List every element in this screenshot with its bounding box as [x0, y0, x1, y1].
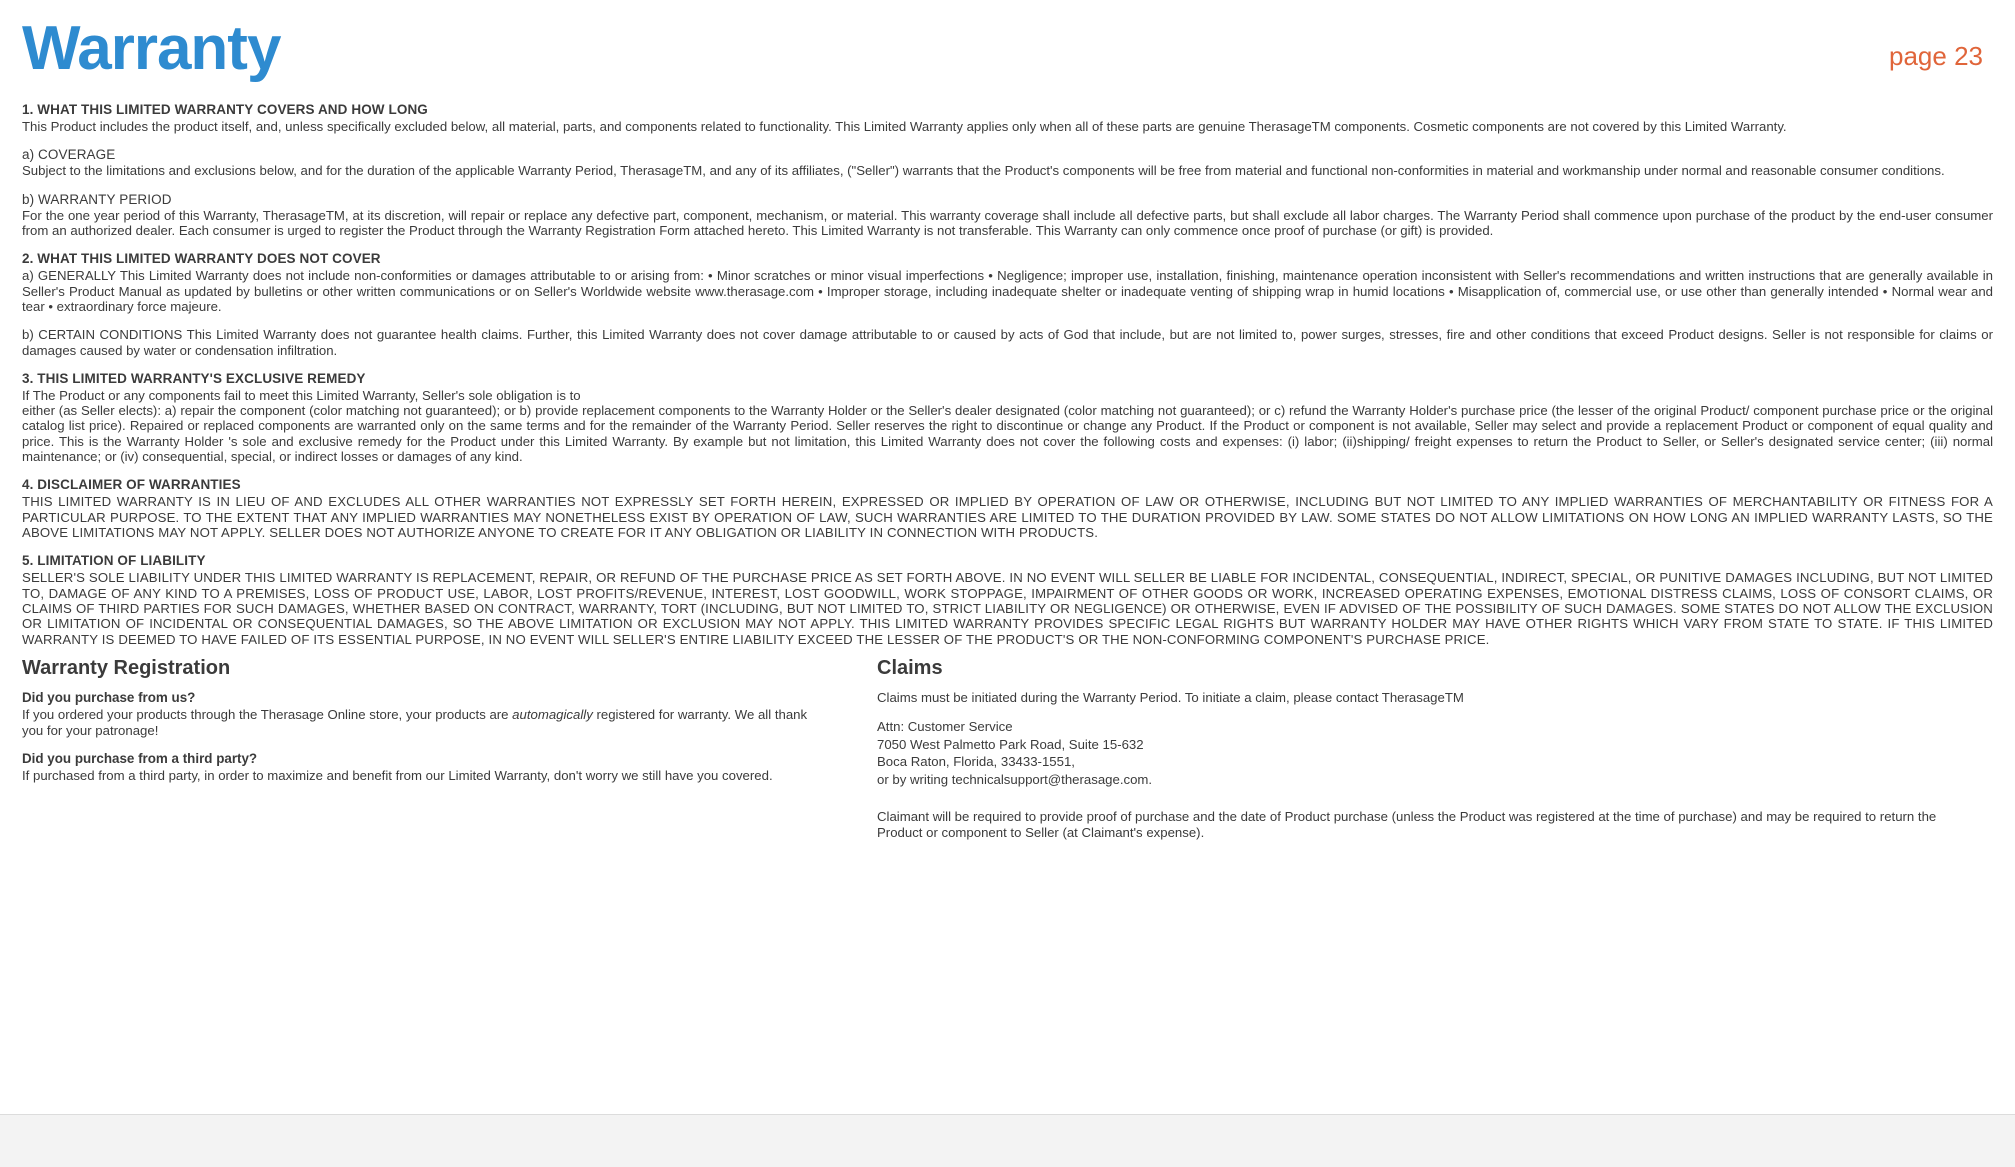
section-2b-body: b) CERTAIN CONDITIONS This Limited Warranty does not guarantee health claims. Further, this Limited Warranty does not cover damage attributable to or caused by acts of God that include, but are not limited to, power surges, stresses, fire and other conditions that exceed Product designs. Seller is not responsible for claims or damages caused by water or condensation infiltration.: [22, 327, 1993, 358]
bottom-columns: [22, 657, 1993, 853]
claims-spacer: [877, 789, 1977, 809]
section-1b-body: For the one year period of this Warranty, TherasageTM, at its discretion, will repair or replace any defective part, component, mechanism, or material. This warranty coverage shall include all defective parts, but shall exclude all labor charges. The Warranty Period shall commence upon purchase of the product by the end-user consumer from an authorized dealer. Each consumer is urged to register the Product through the Warranty Registration Form attached hereto. This Limited Warranty is not transferable. This Warranty can only commence once proof of purchase (or gift) is provided.: [22, 207, 1993, 238]
section-4: [22, 477, 1993, 540]
section-3-body: either (as Seller elects): a) repair the component (color matching not guaranteed); or b) provide replacement components to the Warranty Holder or the Seller's dealer designated (color matching not guaranteed); or c) refund the Warranty Holder's purchase price (the lesser of the original Product/ component purchase price or the original catalog list price). Repaired or replaced components are warranted only on the same terms and for the remainder of the Warranty Period. Seller reserves the right to discontinue or change any Product. If the Product or component is not available, Seller may select and provide a replacement Product or component of equal quality and price. This is the Warranty Holder 's sole and exclusive remedy for the Product under this Limited Warranty. By example but not limitation, this Limited Warranty does not cover the following costs and expenses: (i) labor; (ii)shipping/ freight expenses to return the Product to Seller, or Seller's designated service center; (iii) normal maintenance; or (iv) consequential, special, or indirect losses or damages of any kind.: [22, 403, 1993, 465]
section-2-heading: 2. WHAT THIS LIMITED WARRANTY DOES NOT COVER: [22, 251, 381, 267]
page-title: Warranty: [22, 14, 281, 83]
warranty-registration-column: [22, 657, 857, 853]
registration-q1-emphasis: automagically: [512, 706, 593, 722]
page-number: page 23: [1889, 41, 1983, 71]
section-3-continued: [22, 403, 1993, 464]
section-1a-body: Subject to the limitations and exclusions below, and for the duration of the applicable Warranty Period, TherasageTM, and any of its affiliates, ("Seller") warrants that the Product's components will be free from material and functional non-conformities in material and workmanship under normal and reasonable consumer conditions.: [22, 163, 1945, 179]
section-2a-body: a) GENERALLY This Limited Warranty does not include non-conformities or damages attributable to or arising from: • Minor scratches or minor visual imperfections • Negligence; improper use, installation, finishing, maintenance operation inconsistent with Seller's recommendations and written instructions that are generally available in Seller's Product Manual as updated by bulletins or other written communications or on Seller's Worldwide website www.therasage.com • Improper storage, including inadequate shelter or inadequate venting of shipping wrap in humid locations • Misapplication of, commercial use, or use other than generally intended • Normal wear and tear • extraordinary force majeure.: [22, 268, 1993, 314]
section-1-body: This Product includes the product itself, and, unless specifically excluded below, all material, parts, and components related to functionality. This Limited Warranty applies only when all of these parts are genuine TherasageTM components. Cosmetic components are not covered by this Limited Warranty.: [22, 119, 1787, 134]
section-1-heading: 1. WHAT THIS LIMITED WARRANTY COVERS AND HOW LONG: [22, 102, 428, 117]
registration-q1-heading: Did you purchase from us?: [22, 689, 196, 705]
section-1b-warranty-period: [22, 192, 1993, 239]
section-2: [22, 251, 1993, 314]
section-1: [22, 102, 1993, 134]
warranty-registration-title: Warranty Registration: [22, 656, 231, 679]
registration-q1-text-after: registered for warranty. We all thank you for your patronage!: [22, 706, 808, 738]
claims-intro: Claims must be initiated during the Warranty Period. To initiate a claim, please contact TherasageTM: [877, 689, 1464, 705]
section-3: [22, 371, 1993, 403]
section-4-body: THIS LIMITED WARRANTY IS IN LIEU OF AND EXCLUDES ALL OTHER WARRANTIES NOT EXPRESSLY SET FORTH HEREIN, EXPRESSED OR IMPLIED BY OPERATION OF LAW OR OTHERWISE, INCLUDING BUT NOT LIMITED TO ANY IMPLIED WARRANTIES OF MERCHANTABILITY OR FITNESS FOR A PARTICULAR PURPOSE. TO THE EXTENT THAT ANY IMPLIED WARRANTIES MAY NONETHELESS EXIST BY OPERATION OF LAW, SUCH WARRANTIES ARE LIMITED TO THE DURATION PROVIDED BY LAW. SOME STATES DO NOT ALLOW LIMITATIONS ON HOW LONG AN IMPLIED WARRANTY LASTS, SO THE ABOVE LIMITATIONS MAY NOT APPLY. SELLER DOES NOT AUTHORIZE ANYONE TO CREATE FOR IT ANY OBLIGATION OR LIABILITY IN CONNECTION WITH PRODUCTS.: [22, 494, 1993, 540]
section-2b: [22, 327, 1993, 358]
claims-address-line-4: or by writing technicalsupport@therasage.com.: [877, 772, 1153, 788]
section-3-lead: If The Product or any components fail to meet this Limited Warranty, Seller's sole obligation is to: [22, 387, 581, 403]
claims-address-line-2: 7050 West Palmetto Park Road, Suite 15-632: [877, 736, 1144, 752]
warranty-body: [22, 88, 1993, 647]
registration-q2-heading: Did you purchase from a third party?: [22, 750, 258, 766]
registration-q1-text-before: If you ordered your products through the Therasage Online store, your products are: [22, 706, 513, 722]
section-5-heading: 5. LIMITATION OF LIABILITY: [22, 553, 206, 569]
registration-q2-body: If purchased from a third party, in order to maximize and benefit from our Limited Warranty, don't worry we still have you covered.: [22, 767, 773, 783]
claims-address-line-1: Attn: Customer Service: [877, 718, 1013, 734]
claims-address-line-3: Boca Raton, Florida, 33433-1551,: [877, 754, 1075, 770]
claims-title: Claims: [877, 656, 943, 679]
section-1a-coverage: [22, 147, 1993, 178]
registration-q1-body: [22, 707, 817, 739]
claims-column: [857, 657, 1977, 853]
page-header: [22, 0, 1993, 88]
section-1a-heading: a) COVERAGE: [22, 147, 116, 163]
claims-address: [877, 718, 1977, 789]
section-5: [22, 553, 1993, 647]
footer-band: [0, 1115, 2015, 1167]
section-3-heading: 3. THIS LIMITED WARRANTY'S EXCLUSIVE REMEDY: [22, 370, 366, 386]
section-1b-heading: b) WARRANTY PERIOD: [22, 191, 172, 207]
section-5-body: SELLER'S SOLE LIABILITY UNDER THIS LIMITED WARRANTY IS REPLACEMENT, REPAIR, OR REFUND OF THE PURCHASE PRICE AS SET FORTH ABOVE. IN NO EVENT WILL SELLER BE LIABLE FOR INCIDENTAL, CONSEQUENTIAL, INDIRECT, SPECIAL, OR PUNITIVE DAMAGES INCLUDING, BUT NOT LIMITED TO, DAMAGE OF ANY KIND TO A PREMISES, LOSS OF PRODUCT USE, LABOR, LOST PROFITS/REVENUE, INTEREST, LOST GOODWILL, WORK STOPPAGE, IMPAIRMENT OF OTHER GOODS OR WORK, INCREASED OPERATING EXPENSES, EMOTIONAL DISTRESS CLAIMS, LOSS OF CONSORT CLAIMS, OR CLAIMS OF THIRD PARTIES FOR SUCH DAMAGES, WHETHER BASED ON CONTRACT, WARRANTY, TORT (INCLUDING, BUT NOT LIMITED TO, STRICT LIABILITY OR NEGLIGENCE) OR OTHERWISE, EVEN IF ADVISED OF THE POSSIBILITY OF SUCH DAMAGES. SOME STATES DO NOT ALLOW THE EXCLUSION OR LIMITATION OF INCIDENTAL OR CONSEQUENTIAL DAMAGES, SO THE ABOVE LIMITATION OR EXCLUSION MAY NOT APPLY. THIS LIMITED WARRANTY PROVIDES SPECIFIC LEGAL RIGHTS BUT WARRANTY HOLDER MAY HAVE OTHER RIGHTS WHICH VARY FROM STATE TO STATE. IF THIS LIMITED WARRANTY IS DEEMED TO HAVE FAILED OF ITS ESSENTIAL PURPOSE, IN NO EVENT WILL SELLER'S ENTIRE LIABILITY EXCEED THE LESSER OF THE PRODUCT'S OR THE NON-CONFORMING COMPONENT'S PURCHASE PRICE.: [22, 570, 1993, 647]
claims-note: Claimant will be required to provide proof of purchase and the date of Product purchase (unless the Product was registered at the time of purchase) and may be required to return the Product or component to Seller (at Claimant's expense).: [877, 808, 1937, 840]
section-4-heading: 4. DISCLAIMER OF WARRANTIES: [22, 477, 241, 493]
